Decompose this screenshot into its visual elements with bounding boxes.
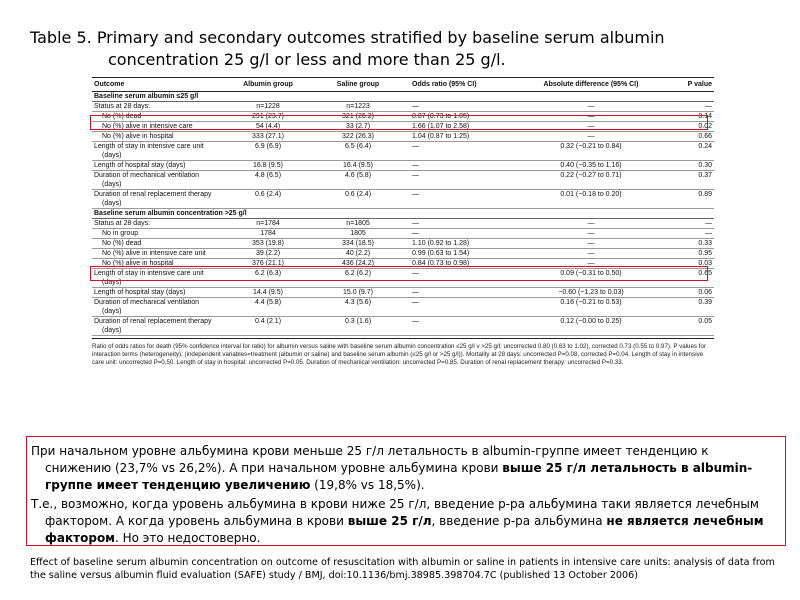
row-label-continuation: (days) [102,152,122,159]
row-label-text: No (%) alive in hospital [102,260,174,267]
row-label [94,102,150,111]
table-cell: 0.40 (−0.35 to 1.16) [560,162,622,169]
table-cell: 4.6 (5.8) [344,172,372,179]
table-cell: — [705,230,712,237]
table-footnote: Ratio of odds ratios for death (95% confidence interval for ratio) for albumin versus saline with baseline serum albumin concentration ≤25 g/l v >25 g/l; uncorrected 0.80 (0.63 to 1.02), corrected 0.73 (0.55 to 0.97). P values for interaction terms (heterogeneity): (independent variables=treatment (albumin or saline) and baseline serum albumin (≤25 g/l or >25 g/l)). Mortality at 28 days: uncorrected P=0.08, corrected P=0.04. Length of stay in intensive care unit: uncorrected P=0.50. Length of stay in hospital: uncorrected P=0.05. Duration of mechanical ventilation: uncorrected P=0.85. Duration of renal replacement therapy: uncorrected P=0.33. [92,338,714,367]
table-row [92,219,714,229]
table-cell: 321 (26.2) [342,113,374,120]
row-label-text: Length of hospital stay (days) [94,289,186,296]
row-label-text: Length of stay in intensive care unit [94,143,204,150]
header-odds-ratio: Odds ratio (95% CI) [412,81,477,88]
table-cell: 0.4 (2.1) [254,318,282,325]
commentary-text: При начальном уровне альбумина крови меньше 25 г/л летальность в albumin-группе имеет тенденцию к снижению (23,7% vs 26,2%). А при начальном уровне альбумина крови [31,444,709,475]
row-label [102,229,138,238]
table-cell: 0.05 [698,318,712,325]
row-label [94,298,199,316]
table-cell: 4.8 (6.5) [254,172,282,179]
table-cell: 333 (27.1) [252,133,284,140]
table-row [92,142,714,161]
section-title: Baseline serum albumin ≤25 g/l [94,93,199,100]
row-label [94,171,199,189]
row-label [94,219,150,228]
row-label [102,132,174,141]
row-label-text: Duration of mechanical ventilation [94,172,200,179]
table-cell: 1805 [350,230,366,237]
row-label-text: No (%) dead [102,113,142,120]
table-cell: 353 (19.8) [252,240,284,247]
row-label-text: Status at 28 days: [94,220,151,227]
table-cell: — [412,191,419,198]
commentary-text: , введение р-ра альбумина [431,514,607,528]
table-cell: — [587,220,595,227]
commentary-box [26,436,786,546]
table-cell: 0.39 [698,299,712,306]
table-cell: n=1228 [256,103,280,110]
table-cell: 0.22 (−0.27 to 0.71) [560,172,622,179]
row-label-text: No (%) alive in intensive care unit [102,250,206,257]
table-cell: 0.14 [698,113,712,120]
row-label [94,190,212,208]
table-cell: 1.66 (1.07 to 2.58) [412,123,470,130]
commentary-text: (19,8% vs 18,5%). [310,478,425,492]
table-cell: 0.32 (−0.21 to 0.84) [560,143,622,150]
table-cell: 0.16 (−0.21 to 0.53) [560,299,622,306]
table-cell: 16.4 (9.5) [343,162,373,169]
table-cell: 0.01 (−0.18 to 0.20) [560,191,622,198]
row-label-continuation: (days) [102,181,122,188]
table-cell: — [587,240,595,247]
header-p-value: P value [687,81,712,88]
table-row [92,171,714,190]
table-cell: 6.5 (6.4) [344,143,372,150]
table-cell: 6.2 (6.3) [254,270,282,277]
commentary-text: Т.е., возможно, когда уровень альбумина в крови ниже 25 г/л, введение р-ра альбумина таки является лечебным фактором. А когда уровень альбумина в крови [31,497,759,528]
table-header [92,77,714,92]
table-row [92,132,714,142]
table-cell: 1.04 (0.87 to 1.25) [412,133,470,140]
table-row [92,190,714,209]
header-absolute-difference: Absolute difference (95% CI) [543,81,639,88]
table-cell: 0.30 [698,162,712,169]
table-row [92,229,714,239]
table-cell: 0.95 [698,250,712,257]
row-label-text: Length of hospital stay (days) [94,162,186,169]
table-cell: 0.6 (2.4) [344,191,372,198]
table-row [92,298,714,317]
table-row [92,317,714,336]
table-cell: — [412,299,419,306]
row-label-text: Status at 28 days: [94,103,151,110]
table-cell: — [587,113,595,120]
section-header [92,92,714,102]
table-cell: 14.4 (9.5) [253,289,283,296]
highlight-dead-row-low-albumin [90,115,708,130]
row-label-text: No (%) alive in hospital [102,133,174,140]
table-cell: n=1805 [346,220,370,227]
section-header [92,209,714,219]
header-saline-group: Saline group [336,81,380,88]
row-label [102,249,206,258]
section-title: Baseline serum albumin concentration >25 g/l [94,210,247,217]
table-cell: 54 (4.4) [255,123,281,130]
table-cell: 4.3 (5.6) [344,299,372,306]
table-cell: 33 (2.7) [345,123,371,130]
table-cell: 376 (21.1) [252,260,284,267]
commentary-text: . Но это недостоверно. [115,531,261,545]
table-cell: 0.89 [698,191,712,198]
table-cell: 436 (24.2) [342,260,374,267]
table-cell: 322 (26.3) [342,133,374,140]
table-cell: — [587,230,595,237]
table-cell: 0.87 (0.73 to 1.05) [412,113,470,120]
commentary-paragraph-1 [31,443,775,494]
highlight-dead-row-high-albumin [90,266,708,281]
citation: Effect of baseline serum albumin concentration on outcome of resuscitation with albumin or saline in patients in intensive care units: analysis of data from the saline versus albumin fluid evaluation (SAFE) study / BMJ, doi:10.1136/bmj.38985.398704.7C (published 13 October 2006) [30,557,775,581]
table-cell: 0.03 [698,260,712,267]
table-cell: — [587,123,595,130]
table-row [92,161,714,171]
table-cell: 15.0 (9.7) [343,289,373,296]
table-cell: — [587,250,595,257]
table-cell: — [587,260,595,267]
table-cell: — [412,172,419,179]
row-label-continuation: (days) [102,308,122,315]
row-label-text: No (%) alive in intensive care [102,123,193,130]
row-label [94,142,204,160]
title-line-1: Table 5. Primary and secondary outcomes stratified by baseline serum albumin [30,28,665,47]
table-cell: 4.4 (5.8) [254,299,282,306]
table-cell: −0.60 (−1.23 to 0.03) [558,289,624,296]
commentary-paragraph-2 [31,496,775,547]
commentary-emphasis: выше 25 г/л летальность в albumin-группе имеет тенденцию увеличению [45,461,753,492]
row-label [94,288,185,297]
table-cell: 291 (23.7) [252,113,284,120]
row-label-text: Duration of renal replacement therapy [94,191,212,198]
row-label-text: No (%) dead [102,240,142,247]
row-label-continuation: (days) [102,200,122,207]
table-row [92,239,714,249]
title-line-2: concentration 25 g/l or less and more than 25 g/l. [108,50,506,69]
table-cell: 6.2 (6.2) [344,270,372,277]
table-cell: 0.09 (−0.31 to 0.50) [560,270,622,277]
table-cell: n=1223 [346,103,370,110]
table-cell: 0.65 [698,270,712,277]
table-cell: — [412,230,419,237]
table-cell: 0.6 (2.4) [254,191,282,198]
table-cell: 40 (2.2) [345,250,371,257]
table-cell: 0.06 [698,289,712,296]
table-cell: 0.12 (−0.00 to 0.25) [560,318,622,325]
row-label-text: Duration of renal replacement therapy [94,318,212,325]
commentary-emphasis: не является лечебным фактором [45,514,764,545]
table-cell: — [587,103,595,110]
row-label-continuation: (days) [102,279,122,286]
table-cell: — [412,162,419,169]
table-cell: 6.9 (6.9) [254,143,282,150]
table-cell: 0.3 (1.6) [344,318,372,325]
table-cell: — [412,103,419,110]
row-label-text: Duration of mechanical ventilation [94,299,200,306]
row-label-text: Length of stay in intensive care unit [94,270,204,277]
table-row [92,102,714,112]
header-outcome: Outcome [94,81,125,88]
table-cell: — [412,143,419,150]
table-cell: — [412,270,419,277]
table-cell: 334 (18.5) [342,240,374,247]
table-cell: — [412,289,419,296]
table-cell: 1.10 (0.92 to 1.28) [412,240,470,247]
table-cell: — [587,133,595,140]
row-label-text: No in group [102,230,139,237]
table-cell: — [412,318,419,325]
table-row [92,249,714,259]
row-label [94,317,212,335]
row-label-continuation: (days) [102,327,122,334]
page-title [30,27,770,71]
table-row [92,288,714,298]
commentary-emphasis: выше 25 г/л [347,514,432,528]
table-cell: 16.8 (9.5) [253,162,283,169]
table-cell: 0.02 [698,123,712,130]
table-cell: 0.99 (0.63 to 1.54) [412,250,470,257]
table-cell: 0.33 [698,240,712,247]
row-label [102,239,141,248]
header-albumin-group: Albumin group [243,81,293,88]
table-cell: — [705,220,712,227]
table-cell: 0.84 (0.73 to 0.98) [412,260,470,267]
table-cell: n=1784 [256,220,280,227]
table-cell: 1784 [260,230,276,237]
table-cell: — [412,220,419,227]
row-label [94,161,185,170]
table-cell: — [705,103,712,110]
table-cell: 39 (2.2) [255,250,281,257]
table-cell: 0.24 [698,143,712,150]
table-cell: 0.37 [698,172,712,179]
table-cell: 0.66 [698,133,712,140]
